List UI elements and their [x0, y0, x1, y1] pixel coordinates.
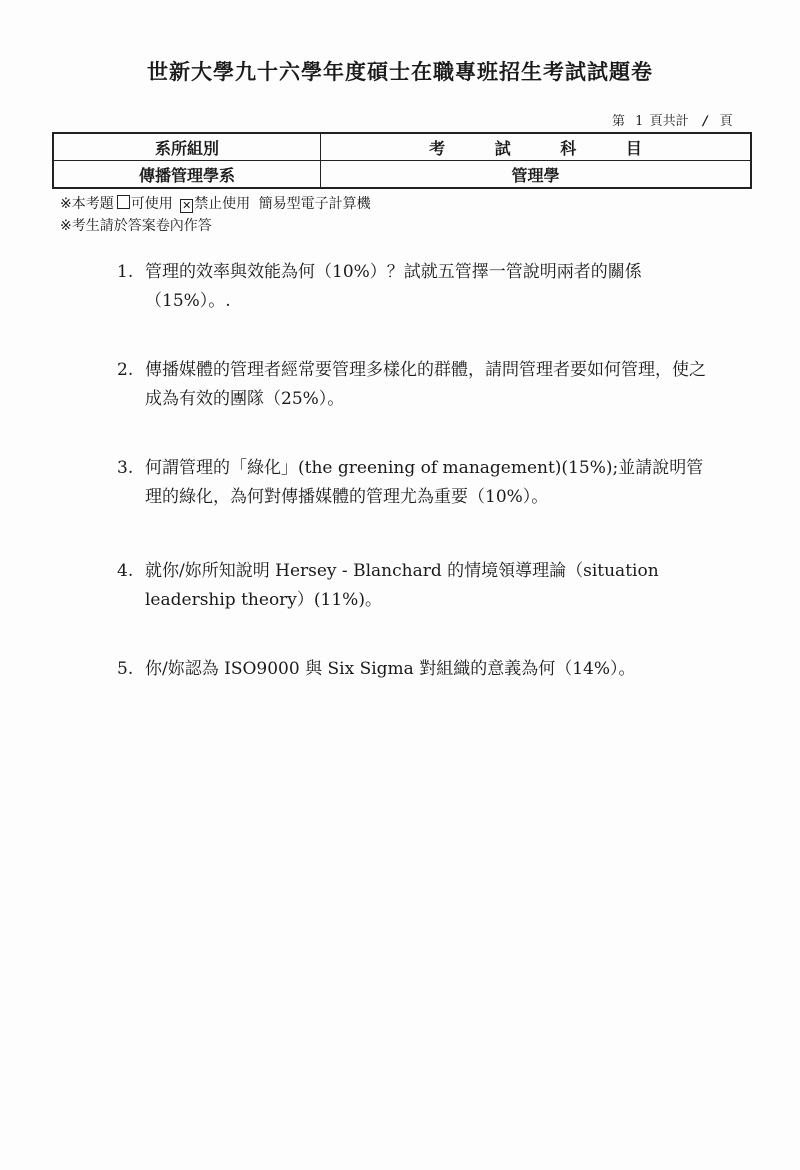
page-counter-prefix: 第 [612, 114, 626, 129]
answer-sheet-note-text: ※考生請於答案卷內作答 [60, 218, 212, 234]
header-row-labels [53, 133, 751, 161]
checked-checkbox-icon: ✕ [182, 199, 192, 212]
subject-label-text: 考 試 科 目 [429, 138, 664, 158]
question-text: 你/妳認為 ISO9000 與 Six Sigma 對組織的意義為何（14%）。 [145, 659, 636, 679]
question-number: 3. [117, 458, 134, 478]
question-item [117, 258, 717, 356]
question-text: 就你/妳所知說明 Hersey - Blanchard 的情境領導理論（situation leadership theory）(11%)。 [145, 561, 659, 610]
question-item [117, 454, 717, 557]
calculator-note [60, 193, 371, 215]
header-row-values [53, 161, 751, 189]
question-item [117, 655, 717, 684]
exam-notes [60, 193, 371, 237]
allowed-label: 可使用 [130, 196, 173, 212]
empty-checkbox-icon [117, 195, 130, 209]
question-item [117, 557, 717, 655]
page-counter-suffix: 頁 [719, 114, 733, 129]
question-item [117, 356, 717, 454]
question-number: 4. [117, 561, 134, 581]
exam-header-table [52, 132, 752, 189]
question-text: 何謂管理的「綠化」(the greening of management)(15%);並請說明管理的綠化，為何對傳播媒體的管理尤為重要（10%）。 [145, 458, 704, 507]
department-value-cell: 傳播管理學系 [53, 161, 321, 189]
question-number: 5. [117, 659, 134, 679]
page-total-slash: / [702, 114, 708, 129]
subject-value-cell: 管理學 [321, 161, 752, 189]
question-number: 1. [117, 262, 134, 282]
calculator-note-prefix: ※本考題 [60, 196, 114, 212]
forbidden-label: 禁止使用 [194, 196, 251, 212]
page-counter [612, 110, 733, 129]
exam-title: 世新大學九十六學年度碩士在職專班招生考試試題卷 [147, 59, 653, 84]
question-text: 管理的效率與效能為何（10%）？試就五管擇一管說明兩者的關係（15%）。. [145, 262, 642, 311]
answer-sheet-note [60, 215, 371, 237]
page-counter-middle: 頁共計 [649, 114, 689, 129]
department-label-cell: 系所組別 [53, 133, 321, 161]
calculator-item: 簡易型電子計算機 [258, 196, 371, 212]
subject-label-cell [321, 133, 752, 161]
question-list [117, 258, 717, 684]
page-number: 1 [635, 114, 644, 129]
question-text: 傳播媒體的管理者經常要管理多樣化的群體，請問管理者要如何管理，使之成為有效的團隊（25%）。 [145, 360, 706, 409]
question-number: 2. [117, 360, 134, 380]
